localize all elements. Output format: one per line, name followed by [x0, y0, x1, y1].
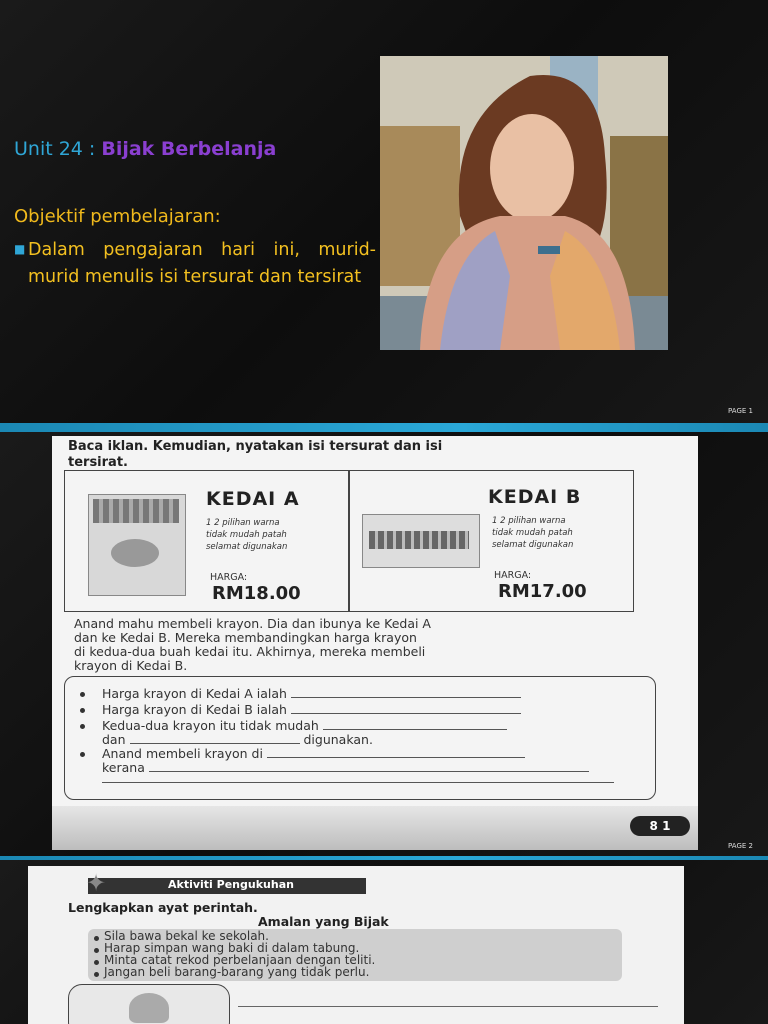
bullet-icon: [94, 960, 99, 965]
page-footer-art: [52, 806, 698, 850]
page-number-badge: [630, 816, 690, 836]
crayon-box-b-image: [362, 514, 480, 568]
page-number: 8 1: [649, 819, 671, 833]
shop-b-desc-1: 1 2 pilihan warna: [492, 516, 566, 526]
objective-heading: Objektif pembelajaran:: [14, 206, 221, 227]
shop-a-desc-1: 1 2 pilihan warna: [206, 518, 280, 528]
slide-1: [0, 0, 768, 432]
story-line-4: krayon di Kedai B.: [74, 658, 188, 673]
sentence-4: Jangan beli barang-barang yang tidak perlu.: [104, 965, 370, 979]
bullet-icon: [94, 948, 99, 953]
story-line-2: dan ke Kedai B. Mereka membandingkan harga krayon: [74, 630, 417, 645]
answer-line: [238, 1006, 658, 1007]
shop-a-desc-2: tidak mudah patah: [206, 530, 287, 540]
question-3: Kedua-dua krayon itu tidak mudah: [102, 718, 507, 733]
objective-bullet: [14, 236, 376, 291]
shop-b-name: KEDAI B: [488, 486, 582, 508]
bullet-icon: [80, 724, 85, 729]
shop-a-name: KEDAI A: [206, 488, 300, 510]
shop-a-desc-3: selamat digunakan: [206, 542, 288, 552]
square-bullet-icon: ■: [14, 242, 26, 256]
advert-divider: [348, 470, 350, 612]
shop-b-desc-2: tidak mudah patah: [492, 528, 573, 538]
question-1: Harga krayon di Kedai A ialah: [102, 686, 521, 701]
star-icon: ✦: [86, 869, 107, 897]
unit-label: Unit 24 :: [14, 138, 96, 160]
answer-line: [102, 782, 614, 783]
activity-heading: Amalan yang Bijak: [258, 914, 389, 929]
question-4-cont: kerana: [102, 760, 589, 775]
slide-1-divider: [0, 423, 768, 432]
unit-title: Bijak Berbelanja: [101, 138, 277, 160]
question-3-cont: dan digunakan.: [102, 732, 373, 747]
child-illustration-box: [68, 984, 230, 1024]
shop-b-price: RM17.00: [498, 581, 587, 602]
sentence-1: Sila bawa bekal ke sekolah.: [104, 929, 269, 943]
instruction-line-1: Baca iklan. Kemudian, nyatakan isi tersurat dan isi: [68, 439, 443, 454]
bullet-icon: [80, 752, 85, 757]
worksheet-page-81: [52, 436, 698, 850]
objective-line-2: murid menulis isi tersurat dan tersirat: [28, 267, 362, 287]
question-4: Anand membeli krayon di: [102, 746, 525, 761]
shop-a-harga: HARGA:: [210, 572, 248, 583]
shop-b-desc-3: selamat digunakan: [492, 540, 574, 550]
teacher-photo: [380, 56, 668, 350]
story-line-1: Anand mahu membeli krayon. Dia dan ibunya ke Kedai A: [74, 616, 431, 631]
worksheet-page-activity: [28, 866, 684, 1024]
bullet-icon: [94, 936, 99, 941]
bullet-icon: [80, 692, 85, 697]
instruction-line-2: tersirat.: [68, 455, 128, 470]
shop-a-price: RM18.00: [212, 583, 301, 604]
sentence-3: Minta catat rekod perbelanjaan dengan teliti.: [104, 953, 376, 967]
crayon-box-a-image: [88, 494, 186, 596]
sentence-2: Harap simpan wang baki di dalam tabung.: [104, 941, 360, 955]
story-line-3: di kedua-dua buah kedai itu. Akhirnya, mereka membeli: [74, 644, 426, 659]
bullet-icon: [94, 972, 99, 977]
objective-line-1: Dalam pengajaran hari ini, murid-: [28, 240, 376, 260]
bullet-icon: [80, 708, 85, 713]
shop-b-harga: HARGA:: [494, 570, 532, 581]
question-2: Harga krayon di Kedai B ialah: [102, 702, 521, 717]
activity-instruction: Lengkapkan ayat perintah.: [68, 900, 258, 915]
page-2-label: PAGE 2: [728, 842, 753, 850]
activity-title: Aktiviti Pengukuhan: [168, 878, 294, 891]
unit-heading: [14, 138, 276, 160]
page-1-label: PAGE 1: [728, 407, 753, 415]
